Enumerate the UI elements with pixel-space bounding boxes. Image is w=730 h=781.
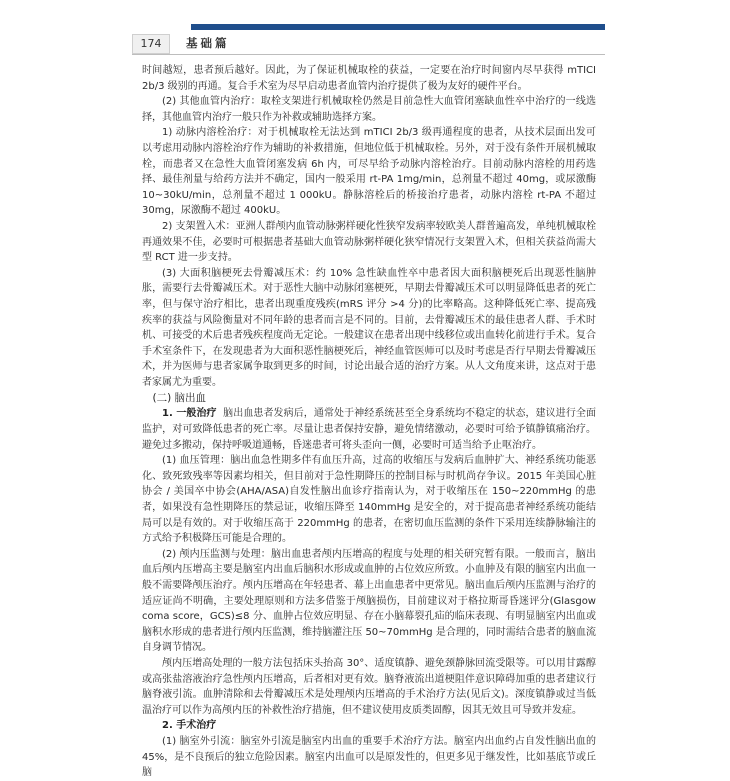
surgical-heading: 2. 手术治疗 [162, 720, 217, 732]
general-treatment-text: 脑出血患者发病后，通常处于神经系统甚至全身系统均不稳定的状态，建议进行全面监护，对可致降低患者的死亡率。尽量让患者保持安静，避免情绪激动，必要时可给予镇静镇痛治疗。避免过多搬动，保持呼吸道通畅，昏迷患者可将头歪向一侧，必要时可适当给予止呕治疗。 [142, 408, 596, 451]
paragraph: 1) 动脉内溶栓治疗：对于机械取栓无法达到 mTICI 2b/3 级再通程度的患者，从技术层面出发可以考虑用动脉内溶栓治疗作为辅助的补救措施，但地位低于机械取栓。另外，对于没有条件开展机械取栓，而患者又在急性大血管闭塞发病 6h 内，可尽早给予动脉内溶栓治疗。目前动脉内溶栓的用药选择、最佳剂量与给药方法并不确定，国内一般采用 rt-PA 1mg/min，总剂量不超过 40mg，或尿激酶 10~30kU/min，总剂量不超过 1 000kU。静脉溶栓后的桥接治疗患者，动脉内溶栓 rt-PA 不超过 30mg，尿激酶不超过 400kU。 [142, 127, 596, 217]
subsection-heading: (二) 脑出血 [152, 392, 207, 405]
paragraph: (2) 颅内压监测与处理：脑出血患者颅内压增高的程度与处理的相关研究暂有限。一般而言，脑出血后颅内压增高主要是脑室内出血后脑积水形成或血肿的占位效应所致。小血肿及有限的脑室内出血一般不需要降颅压治疗。颅内压增高在年轻患者、幕上出血患者中更常见。脑出血后颅内压监测与治疗的适应证尚不明确，主要处理原则和方法多借鉴于颅脑损伤，目前建议对于格拉斯哥昏迷评分(Glasgow coma score，GCS)≤8 分、血肿占位效应明显、存在小脑幕裂孔疝的临床表现、有明显脑室内出血或脑积水形成的患者进行颅内压监测，维持脑灌注压 50~70mmHg 是合理的，同时需结合患者的脑血流自身调节情况。 [142, 548, 596, 654]
paragraph: (3) 大面积脑梗死去骨瓣减压术：约 10% 急性缺血性卒中患者因大面积脑梗死后出现恶性脑肿胀，需要行去骨瓣减压术。对于恶性大脑中动脉闭塞梗死，早期去骨瓣减压术可以明显降低患者的死亡率，但与保守治疗相比，患者出现重度残疾(mRS 评分 >4 分)的比率略高。这种降低死亡率、提高残疾率的获益与风险衡量对不同年龄的患者而言是不同的。目前，去骨瓣减压术的最佳患者人群、手术时机、可接受的术后患者残疾程度尚无定论。一般建议在患者出现中线移位或出血转化前进行手术。复合手术室条件下，在发现患者为大面积恶性脑梗死后，神经血管医师可以及时考虑是否行早期去骨瓣减压术，并为医师与患者家属争取到更多的时间，讨论出最合适的治疗方案。从人文角度来讲，这点对于患者家属尤为重要。 [142, 267, 596, 388]
page-body [142, 63, 596, 781]
paragraph: (2) 其他血管内治疗：取栓支架进行机械取栓仍然是目前急性大血管闭塞缺血性卒中治疗的一线选择，其他血管内治疗一般只作为补救或辅助选择方案。 [142, 96, 596, 123]
page-number: 174 [132, 34, 170, 54]
header-rule [132, 54, 605, 55]
paragraph: 2) 支架置入术：亚洲人群颅内血管动脉粥样硬化性狭窄发病率较欧美人群普遍高发，单纯机械取栓再通效果不佳，必要时可根据患者基础大血管动脉粥样硬化狭窄情况行支架置入术，但相关获益尚需大型 RCT 进一步支持。 [142, 220, 596, 264]
paragraph: 颅内压增高处理的一般方法包括床头抬高 30°、适度镇静、避免颈静脉回流受限等。可以用甘露醇或高张盐溶液治疗急性颅内压增高，后者相对更有效。脑脊液流出道梗阻伴意识障碍加重的患者建议行脑脊液引流。血肿清除和去骨瓣减压术是处理颅内压增高的手术治疗方法(见后文)。深度镇静或过当低温治疗可以作为高颅内压的补救性治疗措施，但不建议使用皮质类固醇，因其无效且可导致并发症。 [142, 657, 596, 716]
paragraph: 时间越短，患者预后越好。因此，为了保证机械取栓的获益，一定要在治疗时间窗内尽早获得 mTICI 2b/3 级别的再通。复合手术室为尽早启动患者血管内治疗提供了极为友好的硬件平台。 [142, 65, 596, 92]
page-header [0, 0, 730, 58]
header-accent-bar [191, 24, 605, 30]
paragraph: (1) 血压管理：脑出血急性期多伴有血压升高，过高的收缩压与发病后血肿扩大、神经系统功能恶化、致死致残率等因素均相关，但目前对于急性期降压的控制目标与时机尚存争议。2015 年美国心脏协会 / 美国卒中协会(AHA/ASA)自发性脑出血诊疗指南认为，对于收缩压在 150~220mmHg 的患者，如果没有急性期降压的禁忌证，收缩压降至 140mmHg 是安全的，对于提高患者神经系统功能结局可以是有效的。对于收缩压高于 220mmHg 的患者，在密切血压监测的条件下采用连续静脉输注的方式给予积极降压可能是合理的。 [142, 455, 596, 545]
paragraph: (1) 脑室外引流：脑室外引流是脑室内出血的重要手术治疗方法。脑室内出血约占自发性脑出血的 45%，是不良预后的独立危险因素。脑室内出血可以是原发性的，但更多见于继发性，比如基底节或丘脑 [142, 735, 596, 779]
general-treatment-heading: 1. 一般治疗 [162, 408, 217, 420]
section-title: 基础篇 [186, 36, 230, 50]
